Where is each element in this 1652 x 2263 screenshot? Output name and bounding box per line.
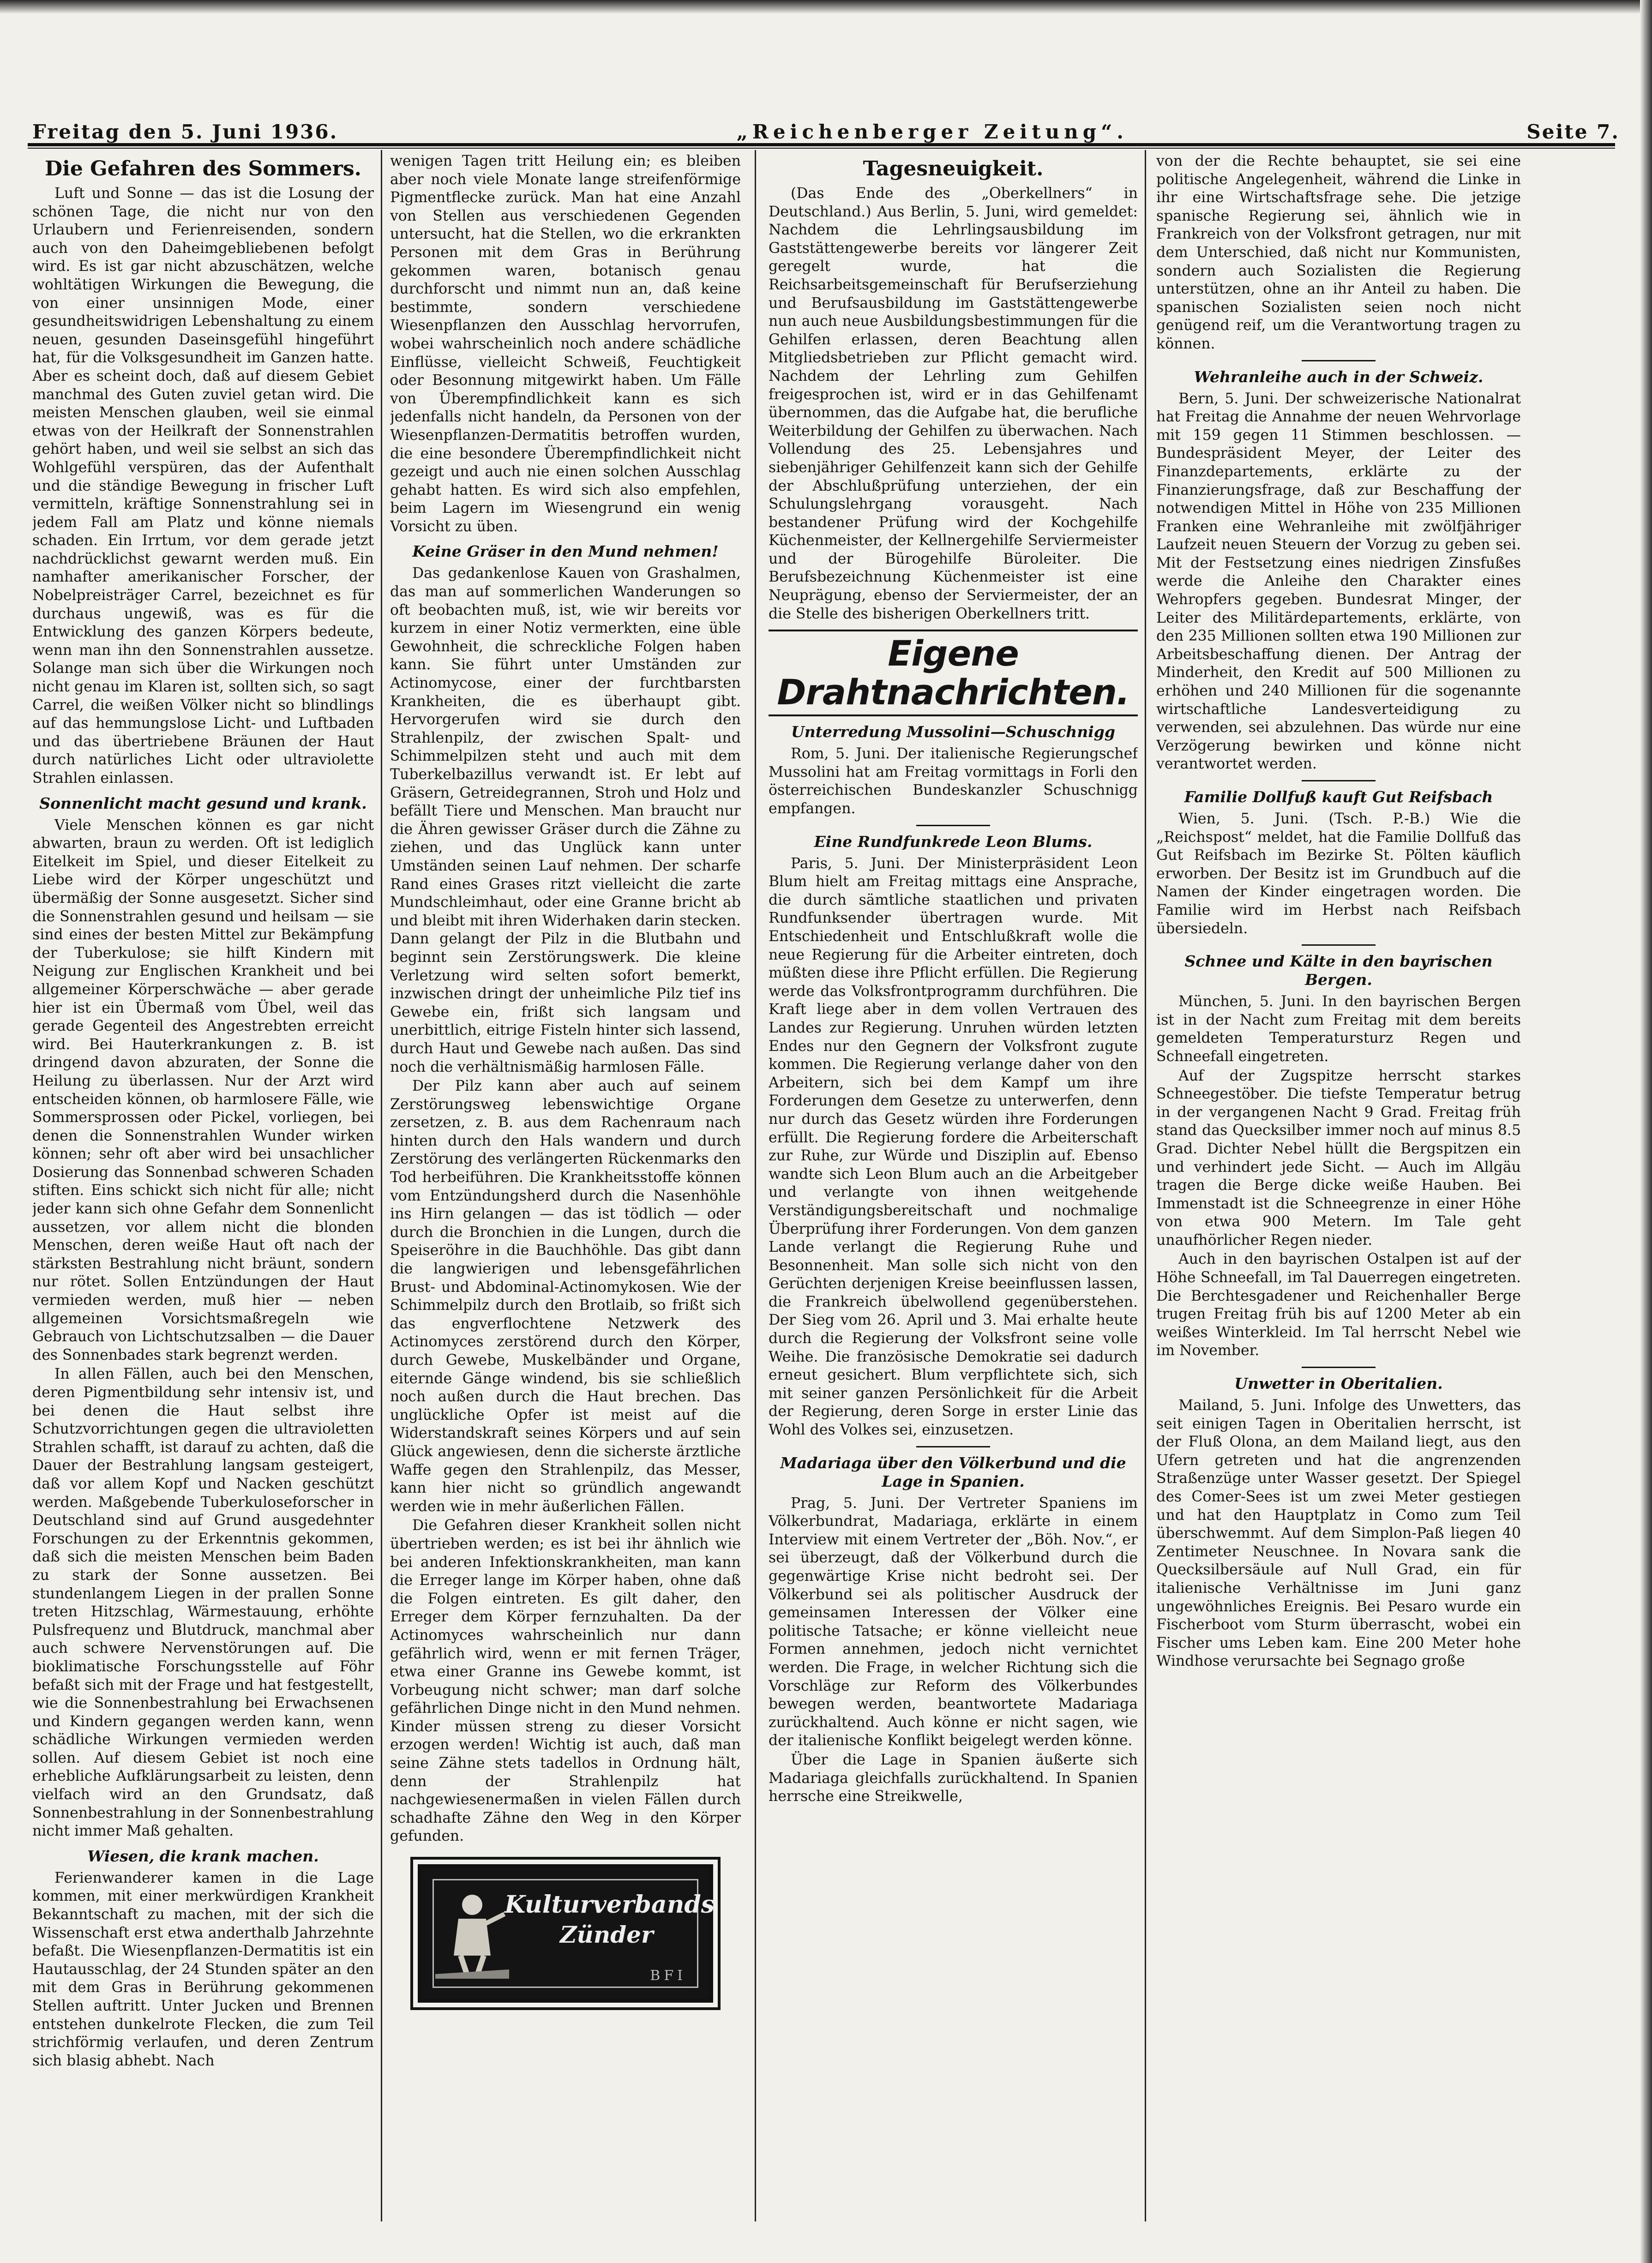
news-headline: Unterredung Mussolini—Schuschnigg (791, 723, 1115, 741)
article-paragraph: Prag, 5. Juni. Der Vertreter Spaniens im Völkerbundrat, Madariaga, erklärte in einem Interview mit einem Vertreter der „Böh. Nov.“, er sei überzeugt, daß der Völkerbund durch die gegenwärtige Krise nicht bedroht sei. Der Völkerbund sei als politischer Ausdruck der gemeinsamen Interessen der Völker eine politische Tatsache; er könne vielleicht neue Formen annehmen, jedoch nicht vernichtet werden. Die Frage, in welcher Richtung sich die Vorschläge zur Reform des Völkerbundes bewegen werden, beantwortete Madariaga zurückhaltend. Auch könne er nicht sagen, wie der italienische Konflikt beigelegt werden könne. (769, 1495, 1138, 1749)
article-paragraph: von der die Rechte behauptet, sie sei eine politische Angelegenheit, während die Linke in ihr eine Wirtschaftsfrage sehe. Die jetzige spanische Regierung sei, ähnlich wie in Frankreich von der Volksfront getragen, nur mit dem Unterschied, daß nicht nur Kommunisten, sondern auch Sozialisten die Regierung unterstützen, ohne an ihr Anteil zu haben. Die spanischen Sozialisten seien noch nicht genügend reif, um die Verantwortung tragen zu können. (1156, 153, 1521, 352)
page-scan-edge (0, 0, 1652, 14)
ad-brand: BFI (650, 1968, 686, 1984)
section-subheading: Sonnenlicht macht gesund und krank. (39, 794, 367, 812)
header-rule (28, 143, 1615, 149)
news-headline: Eine Rundfunkrede Leon Blums. (814, 832, 1093, 851)
news-headline: Unwetter in Oberitalien. (1234, 1375, 1443, 1393)
article-paragraph: Wien, 5. Juni. (Tsch. P.-B.) Wie die „Reichspost“ meldet, hat die Familie Dollfuß das Gut Reifsbach im Bezirke St. Pölten käuflich erworben. Der Besitz ist im Grundbuch auf die Namen der Kinder eingetragen worden. Die Familie wird im Herbst nach Reifsbach übersiedeln. (1156, 810, 1521, 937)
separator (1302, 944, 1376, 946)
section-subheading: Keine Gräser in den Mund nehmen! (412, 542, 719, 561)
separator (916, 1446, 990, 1447)
article-paragraph: Über die Lage in Spanien äußerte sich Madariaga gleichfalls zurückhaltend. In Spanien herrsche eine Streikwelle, (769, 1751, 1138, 1805)
article-paragraph: Paris, 5. Juni. Der Ministerpräsident Leon Blum hielt am Freitag mittags eine Ansprache, die durch sämtliche staatlichen und privaten Rundfunksender übertragen wurde. Mit Entschiedenheit und Entschlußkraft wolle die neue Regierung für die Arbeiter eintreten, doch müßten diese ihre Pflicht erfüllen. Die Regierung werde das Volksfrontprogramm durchführen. Die Kraft liege aber in dem vollen Vertrauen des Landes zur Regierung. Unruhen würden letzten Endes nur den Gegnern der Volksfront zugute kommen. Die Regierung verlange daher von den Arbeitern, sich bei dem Kampf um ihre Forderungen dem Gesetze zu unterwerfen, denn nur durch das Gesetz würden ihre Forderungen erfüllt. Die Regierung fordere die Arbeiterschaft zur Ruhe, zur Würde und Disziplin auf. Ebenso wandte sich Leon Blum auch an die Arbeitgeber und verlangte von ihnen weitgehende Verständigungsbereitschaft und nochmalige Überprüfung ihrer Forderungen. Von dem ganzen Lande verlangt die Regierung Ruhe und Besonnenheit. Man solle sich nicht von den Gerüchten derjenigen Kreise beeinflussen lassen, die Frankreich übelwollend gegenüberstehen. Der Sieg vom 26. April und 3. Mai erhalte heute durch die Regierung der Volksfront seine volle Weihe. Die französische Demokratie sei dadurch erneut gesichert. Blum verpflichtete sich, sich mit seiner ganzen Persönlichkeit für die Arbeit der Regierung, deren Sorge in erster Linie das Wohl des Volkes sei, einzusetzen. (769, 855, 1138, 1439)
article-paragraph: In allen Fällen, auch bei den Menschen, deren Pigmentbildung sehr intensiv ist, und bei denen die Haut selbst ihre Schutzvorrichtungen gegen die ultravioletten Strahlen schafft, ist darauf zu achten, daß die Dauer der Bestrahlung langsam gesteigert, daß vor allem Kopf und Nacken geschützt werden. Maßgebende Tuberkuloseforscher in Deutschland sind auf Grund ausgedehnter Forschungen zu der Erkenntnis gekommen, daß sich die meisten Menschen beim Baden zu stark der Sonne aussetzen. Bei stundenlangem Liegen in der prallen Sonne treten Hitzschlag, Wärmestauung, erhöhte Pulsfrequenz und Blutdruck, manchmal aber auch schwere Nervenstörungen auf. Die bioklimatische Forschungsstelle auf Föhr befaßt sich mit der Frage und hat festgestellt, wie die Sonnenbestrahlung bei Erwachsenen und Kindern gegangen werden kann, wenn schädliche Wirkungen vermieden werden sollen. Auf diesem Gebiet ist noch eine erhebliche Aufklärungsarbeit zu leisten, denn vielfach wird an den Grundsatz, daß Sonnenbestrahlung in der Sonnenbestrahlung nicht immer Maß gehalten. (32, 1366, 374, 1840)
ad-subtitle: Zünder (560, 1921, 654, 1949)
column-2 (390, 152, 741, 2221)
page-header (32, 106, 1620, 143)
column-3 (769, 152, 1138, 2221)
article-paragraph: Die Gefahren dieser Krankheit sollen nicht übertrieben werden; es ist bei ihr ähnlich wie bei anderen Infektionskrankheiten, man kann die Erreger lange im Körper haben, ohne daß die Folgen eintreten. Es gilt daher, den Erreger dem Körper fernzuhalten. Da der Actinomyces wahrscheinlich nur dann gefährlich wird, wenn er mit fernen Träger, etwa einer Granne ins Gewebe kommt, ist Vorbeugung nicht schwer; man darf solche gefährlichen Dinge nicht in den Mund nehmen. Kinder müssen streng zu dieser Vorsicht erzogen werden! Wichtig ist auch, daß man seine Zähne stets tadellos in Ordnung hält, denn der Strahlenpilz hat nachgewiesenermaßen in vielen Fällen durch schadhafte Zähne den Weg in den Körper gefunden. (390, 1517, 741, 1845)
news-headline: Schnee und Kälte in den bayrischen Bergen. (1184, 952, 1493, 989)
separator (1302, 780, 1376, 781)
news-headline: Madariaga über den Völkerbund und die Lage in Spanien. (780, 1453, 1126, 1490)
section-subheading: Wiesen, die krank machen. (87, 1847, 319, 1865)
article-paragraph: Bern, 5. Juni. Der schweizerische Nationalrat hat Freitag die Annahme der neuen Wehrvorlage mit 159 gegen 11 Stimmen beschlossen. — Bundespräsident Meyer, der Leiter des Finanzdepartements, erklärte zu der Finanzierungsfrage, daß zur Beschaffung der notwendigen Mittel in Höhe von 235 Millionen Franken eine Wehranleihe mit zwölfjähriger Laufzeit neuen Steuern der Vorzug zu geben sei. Mit der Festsetzung eines niedrigen Zinsfußes werde die Anleihe den Charakter eines Wehropfers gegeben. Bundesrat Minger, der Leiter des Militärdepartements, erklärte, von den 235 Millionen sollten etwa 190 Millionen zur Arbeitsbeschaffung dienen. Der Antrag der Minderheit, den Kredit auf 500 Millionen zu erhöhen und 240 Millionen für die sogenannte wirtschaftliche Landesverteidigung zu verwenden, sei abzulehnen. Das würde nur eine Verzögerung bewirken und könne nicht verantwortet werden. (1156, 390, 1521, 773)
article-paragraph: Das gedankenlose Kauen von Grashalmen, das man auf sommerlichen Wanderungen so oft beobachten muß, ist, wie wir bereits vor kurzem in einer Notiz vermerkten, eine üble Gewohnheit, die schreckliche Folgen haben kann. Sie führt unter Umständen zur Actinomycose, einer der furchtbarsten Krankheiten, die es überhaupt gibt. Hervorgerufen wird sie durch den Strahlenpilz, der zwischen Spalt- und Schimmelpilzen steht und auch mit dem Tuberkelbazillus verwandt ist. Er lebt auf Gräsern, Getreidegrannen, Stroh und Holz und befällt Tiere und Menschen. Man braucht nur die Ähren gewisser Gräser durch die Zähne zu ziehen, und das Unglück kann unter Umständen seinen Lauf nehmen. Der scharfe Rand eines Grases ritzt vielleicht die zarte Mundschleimhaut, oder eine Granne bricht ab und bleibt mit ihren Widerhaken darin stecken. Dann gelangt der Pilz in die Blutbahn und beginnt sein Zerstörungswerk. Die kleine Verletzung wird selten sofort bemerkt, inzwischen dringt der unheimliche Pilz tief ins Gewebe ein, frißt sich langsam und unerbittlich, eitrige Fisteln hinter sich lassend, durch Haut und Gewebe nach außen. Das sind noch die verhältnismäßig harmlosen Fälle. (390, 565, 741, 1075)
article-paragraph: Luft und Sonne — das ist die Losung der schönen Tage, die nicht nur von den Urlaubern und Ferienreisenden, sondern auch von den Daheimgebliebenen befolgt wird. Es ist gar nicht abzuschätzen, welche wohltätigen Wirkungen die Bewegung, die von einer unsinnigen Mode, einer gesundheitswidrigen Lebenshaltung zu einem neuen, gesunden Daseinsgefühl hingeführt hat, für die Volksgesundheit im Ganzen hatte. Aber es scheint doch, daß auf diesem Gebiet manchmal des Guten zuviel getan wird. Die meisten Menschen glauben, weil sie einmal etwas von der Heilkraft der Sonnenstrahlen gehört haben, und weil sie selbst an sich das Wohlgefühl verspüren, das der Aufenthalt und die ständige Bewegung in frischer Luft vermitteln, kräftige Sonnenstrahlung sei in jedem Fall am Platz und könne niemals schaden. Ein Irrtum, vor dem gerade jetzt nachdrücklichst gewarnt werden muß. Ein namhafter amerikanischer Forscher, der Nobelpreisträger Carrel, bezeichnet es für durchaus ungewiß, was es für die Entwicklung des ganzen Körpers bedeute, wenn man ihn den Sonnenstrahlen aussetze. Solange man sich über die Wirkungen noch nicht genau im Klaren ist, sollten sich, so sagt Carrel, die weißen Völker nicht so blindlings auf das hemmungslose Licht- und Luftbaden und das übertriebene Bräunen der Haut durch natürliches Licht oder ultraviolette Strahlen einlassen. (32, 185, 374, 786)
article-paragraph: Viele Menschen können es gar nicht abwarten, braun zu werden. Oft ist lediglich Eitelkeit im Spiel, und dieser Eitelkeit zu Liebe wird der Körper ungeschützt und übermäßig der Sonne ausgesetzt. Sicher sind die Sonnenstrahlen gesund und heilsam — sie sind eines der besten Mittel zur Bekämpfung der Tuberkulose; sie hilft Kindern mit Neigung zur Englischen Krankheit und bei allgemeiner Körperschwäche — aber gerade hier ist ein Übermaß vom Übel, weil das gerade Gegenteil des Angestrebten erreicht wird. Bei Hauterkrankungen z. B. ist dringend davon abzuraten, der Sonne die Heilung zu überlassen. Nur der Arzt wird entscheiden können, ob harmlosere Fälle, wie Sommersprossen oder Pickel, vorliegen, bei denen die Sonnenstrahlen Wunder wirken können; sehr oft aber wird bei unsachlicher Dosierung das Sonnenbad schweren Schaden stiften. Eins schickt sich nicht für alle; nicht jeder kann sich ohne Gefahr dem Sonnenlicht aussetzen, vor allem nicht die blonden Menschen, deren weiße Haut oft nach der stärksten Bestrahlung nicht bräunt, sondern nur rötet. Sollen Entzündungen der Haut vermieden werden, muß hier — neben allgemeinen Vorsichtsmaßregeln wie Gebrauch von Lichtschutzsalben — die Dauer des Sonnenbades stark begrenzt werden. (32, 816, 374, 1363)
column-divider (755, 150, 756, 2221)
column-divider (381, 150, 382, 2221)
article-title: Die Gefahren des Sommers. (44, 157, 362, 180)
article-paragraph: Der Pilz kann aber auch auf seinem Zerstörungsweg lebenswichtige Organe zersetzen, z. B. aus dem Rachenraum nach hinten durch den Hals wandern und durch Zerstörung des verlängerten Rückenmarks den Tod herbeiführen. Die Krankheitsstoffe können vom Entzündungsherd durch die Nasenhöhle ins Hirn gelangen — das ist tödlich — oder durch die Bronchien in die Lungen, durch die Speiseröhre in die Bauchhöhle. Das gibt dann die langwierigen und lebensgefährlichen Brust- und Abdominal-Actinomykosen. Wie der Schimmelpilz durch den Brotlaib, so frißt sich das engverflochtene Netzwerk des Actinomyces zerstörend durch den Körper, durch Gewebe, Muskelbänder und Organe, eiternde Gänge windend, bis sie schließlich noch außen durch die Haut brechen. Das unglückliche Opfer ist meist auf die Widerstandskraft seines Körpers und auf sein Glück angewiesen, denn die sicherste ärztliche Waffe gegen den Strahlenpilz, das Messer, kann hier nicht so gründlich angewandt werden wie in mehr äußerlichen Fällen. (390, 1078, 741, 1515)
column-divider (1145, 150, 1146, 2221)
ad-title: Kulturverbands (505, 1891, 715, 1919)
issue-date: Freitag den 5. Juni 1936. (32, 120, 338, 143)
separator (1302, 1367, 1376, 1368)
column-4 (1156, 152, 1521, 2221)
article-paragraph: Auch in den bayrischen Ostalpen ist auf der Höhe Schneefall, im Tal Dauerregen eingetreten. Die Berchtesgadener und Reichenhaller Berge trugen Freitag früh bis auf 1200 Meter ab ein weißes Winterkleid. Im Tal herrscht Nebel wie im November. (1156, 1251, 1521, 1359)
article-paragraph: wenigen Tagen tritt Heilung ein; es bleiben aber noch viele Monate lange streifenförmige Pigmentflecke zurück. Man hat eine Anzahl von Stellen aus verschiedenen Gegenden untersucht, hat die Stellen, wo die erkrankten Personen mit dem Gras in Berührung gekommen waren, botanisch genau durchforscht und nimmt nun an, daß keine bestimmte, sondern verschiedene Wiesenpflanzen den Ausschlag hervorrufen, wobei wahrscheinlich noch andere schädliche Einflüsse, vielleicht Schweiß, Feuchtigkeit oder Besonnung mitgewirkt haben. Um Fälle von Überempfindlichkeit kann es sich jedenfalls nicht handeln, da Personen von der Wiesenpflanzen-Dermatitis betroffen wurden, die eine besondere Überempfindlichkeit nicht gezeigt und auch nie einen solchen Ausschlag gehabt hatten. Es wird sich also empfehlen, beim Lagern im Wiesengrund ein wenig Vorsicht zu üben. (390, 153, 741, 535)
article-paragraph: (Das Ende des „Oberkellners“ in Deutschland.) Aus Berlin, 5. Juni, wird gemeldet: Nachdem die Lehrlingsausbildung im Gaststättengewerbe bereits vor längerer Zeit geregelt wurde, hat die Reichsarbeitsgemeinschaft für Berufserziehung und Berufsausbildung im Gaststättengewerbe nun auch neue Ausbildungsbestimmungen für die Gehilfen erlassen, deren Beachtung allen Mitgliedsbetrieben zur Pflicht gemacht wird. Nachdem der Lehrling zum Gehilfen freigesprochen ist, wird er in das Gehilfenamt übernommen, das die Aufgabe hat, die berufliche Weiterbildung der Gehilfen zu überwachen. Nach Vollendung des 25. Lebensjahres und siebenjähriger Gehilfenzeit kann sich der Gehilfe der Abschlußprüfung unterziehen, der ein Schulungslehrgang vorausgeht. Nach bestandener Prüfung wird der Kochgehilfe Küchenmeister, der Kellnergehilfe Serviermeister und der Bürogehilfe Büroleiter. Die Berufsbezeichnung Küchenmeister ist eine Neuprägung, ebenso der Serviermeister, der an die Stelle des bisherigen Oberkellners tritt. (769, 185, 1138, 622)
news-headline: Familie Dollfuß kauft Gut Reifsbach (1184, 788, 1493, 806)
page-number: Seite 7. (1526, 120, 1620, 143)
article-paragraph: Ferienwanderer kamen in die Lage kommen, mit einer merkwürdigen Krankheit Bekanntschaft zu machen, mit der sich die Wissenschaft erst etwa anderthalb Jahrzehnte befaßt. Die Wiesenpflanzen-Dermatitis ist ein Hautausschlag, der 24 Stunden später an den mit dem Gras in Berührung gekommenen Stellen auftritt. Unter Jucken und Brennen entstehen dunkelrote Flecken, die zum Teil strichförmig verlaufen, und deren Zentrum sich blasig abhebt. Nach (32, 1869, 374, 2069)
article-paragraph: München, 5. Juni. In den bayrischen Bergen ist in der Nacht zum Freitag mit dem bereits gemeldeten Temperatursturz Regen und Schneefall eingetreten. (1156, 993, 1521, 1065)
separator (916, 825, 990, 826)
newspaper-name: „Reichenberger Zeitung“. (736, 120, 1128, 143)
section-banner: Eigene Drahtnachrichten. (769, 630, 1138, 716)
separator (1302, 360, 1376, 361)
article-paragraph: Auf der Zugspitze herrscht starkes Schneegestöber. Die tiefste Temperatur betrug in der vergangenen Nacht 9 Grad. Freitag früh stand das Quecksilber immer noch auf minus 8.5 Grad. Dichter Nebel hüllt die Bergspitzen ein und verhindert jede Sicht. — Auch im Allgäu tragen die Berge dicke weiße Hauben. Bei Immenstadt ist die Schneegrenze in einer Höhe von etwa 900 Metern. Im Tale geht unaufhörlicher Regen nieder. (1156, 1067, 1521, 1249)
article-paragraph: Mailand, 5. Juni. Infolge des Unwetters, das seit einigen Tagen in Oberitalien herrscht, ist der Fluß Olona, an dem Mailand liegt, aus den Ufern getreten und hat die angrenzenden Straßenzüge unter Wasser gesetzt. Der Spiegel des Comer-Sees ist um zwei Meter gestiegen und hat den Hauptplatz in Como zum Teil überschwemmt. Auf dem Simplon-Paß liegen 40 Zentimeter Neuschnee. In Novara sank die Quecksilbersäule auf Null Grad, ein für italienische Verhältnisse im Juni ganz ungewöhnliches Ereignis. Bei Pesaro wurde ein Fischerboot vom Sturm überrascht, wobei ein Fischer ums Leben kam. Eine 200 Meter hohe Windhose verursachte bei Segnago große (1156, 1397, 1521, 1670)
article-paragraph: Rom, 5. Juni. Der italienische Regierungschef Mussolini hat am Freitag vormittags in Forli den österreichischen Bundeskanzler Schuschnigg empfangen. (769, 745, 1138, 817)
article-title: Tagesneuigkeit. (863, 157, 1044, 180)
advertisement (418, 1864, 713, 2003)
column-1 (32, 152, 374, 2221)
news-headline: Wehranleihe auch in der Schweiz. (1194, 367, 1484, 386)
page-scan-edge-right (1640, 0, 1652, 2263)
ad-figure-illustration (435, 1886, 509, 1979)
